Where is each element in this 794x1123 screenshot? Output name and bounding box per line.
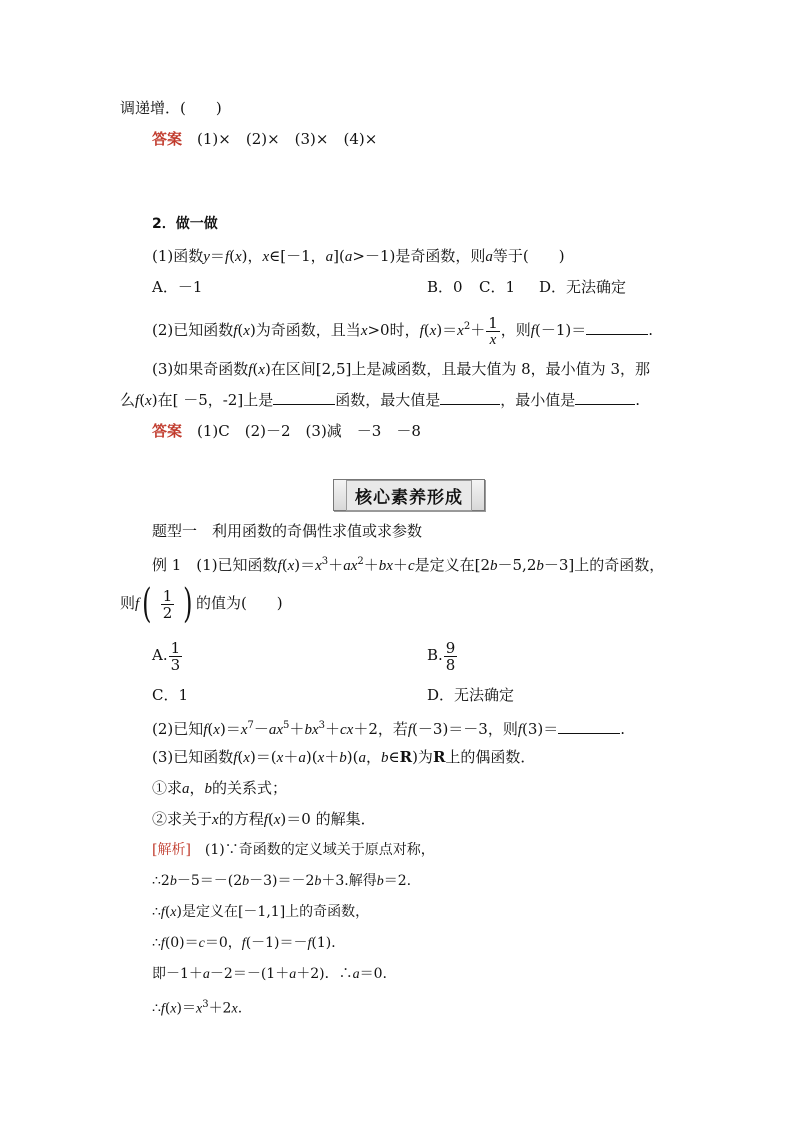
fraction: $\frac{1}{2}$ [162,586,173,622]
fraction: $\frac{9}{8}$ [445,638,456,674]
solution-line3: ∴f(x)是定义在[－1,1]上的奇函数， [152,904,370,920]
sub-question-1: ①求a，b的关系式； [152,779,288,797]
answer-blank[interactable] [558,719,620,734]
option-c: C．1 [152,686,189,704]
option-c: C．1 [479,278,516,296]
answer-blank[interactable] [586,320,648,335]
question-2: (2)已知函数f(x)为奇函数，且当x>0时，$f(x)=x^2+$ $\frac{1}{x}$ ，则f(－1)＝ . [152,313,653,348]
answer-label: 答案 [152,130,183,148]
option-b: B. $\frac{9}{8}$ [427,638,456,674]
sub-question-2: ②求关于x的方程f(x)＝0 的解集． [152,810,376,828]
question-2: (2)已知$f(x)=x^7-ax^5+bx^3+cx+2$，若f(－3)＝－3，则f(3)＝ . [152,720,626,738]
option-d: D．无法确定 [539,278,627,296]
answer-line: 答案 (1)C (2)－2 (3)减 －3 －8 [152,422,421,440]
answer-label: 答案 [152,422,183,440]
option-a: A. $\frac{1}{3}$ [152,638,181,674]
answer-line: 答案 (1)× (2)× (3)× (4)× [152,130,378,148]
option-b: B．0 [427,278,463,296]
answer-blank[interactable] [575,390,635,405]
solution-line4: ∴f(0)＝c＝0，f(－1)＝－f(1)． [152,935,346,951]
solution-line5: 即－1＋a－2＝－(1＋a＋2)．∴a＝0. [152,966,387,982]
example-1-line1: 例 1 (1)已知函数$f(x)=x^3+ax^2+bx+c$是定义在[2b－5,2b－3]上的奇函数， [152,556,665,574]
fraction: $\frac{1}{3}$ [170,638,181,674]
answer-blank[interactable] [440,390,500,405]
solution-line6: $\therefore f(x)=x^3+2x$. [152,999,243,1017]
question-1: (1)函数y＝f(x)，x∈[－1，a](a>－1)是奇函数，则a等于( ) [152,247,565,265]
section-banner: 核心素养形成 [333,479,485,511]
solution-line2: ∴2b－5＝－(2b－3)＝－2b＋3.解得b＝2. [152,873,412,889]
solution-label: [解析] [152,842,191,858]
answer-blank[interactable] [273,390,335,405]
fraction: $\frac{1}{x}$ [488,313,498,348]
option-d: D．无法确定 [427,686,515,704]
solution-line1: [解析] (1)∵奇函数的定义域关于原点对称， [152,842,435,858]
question-3-line2: 么f(x)在[ －5，-2]上是 函数，最大值是 ，最小值是 . [120,391,641,409]
type-heading: 题型一 利用函数的奇偶性求值或求参数 [152,522,423,540]
section-heading: 2．做一做 [152,216,218,232]
text-line: 调递增．( ) [120,99,222,117]
question-3-line1: (3)如果奇函数f(x)在区间[2,5]上是减函数，且最大值为 8，最小值为 3，那 [152,360,650,378]
option-a: A．－1 [152,278,203,296]
question-3: (3)已知函数f(x)＝(x＋a)(x＋b)(a，b∈R)为R上的偶函数． [152,748,536,766]
example-1-line2: 则f( $\frac{1}{2}$ ) 的值为( ) [120,581,283,627]
